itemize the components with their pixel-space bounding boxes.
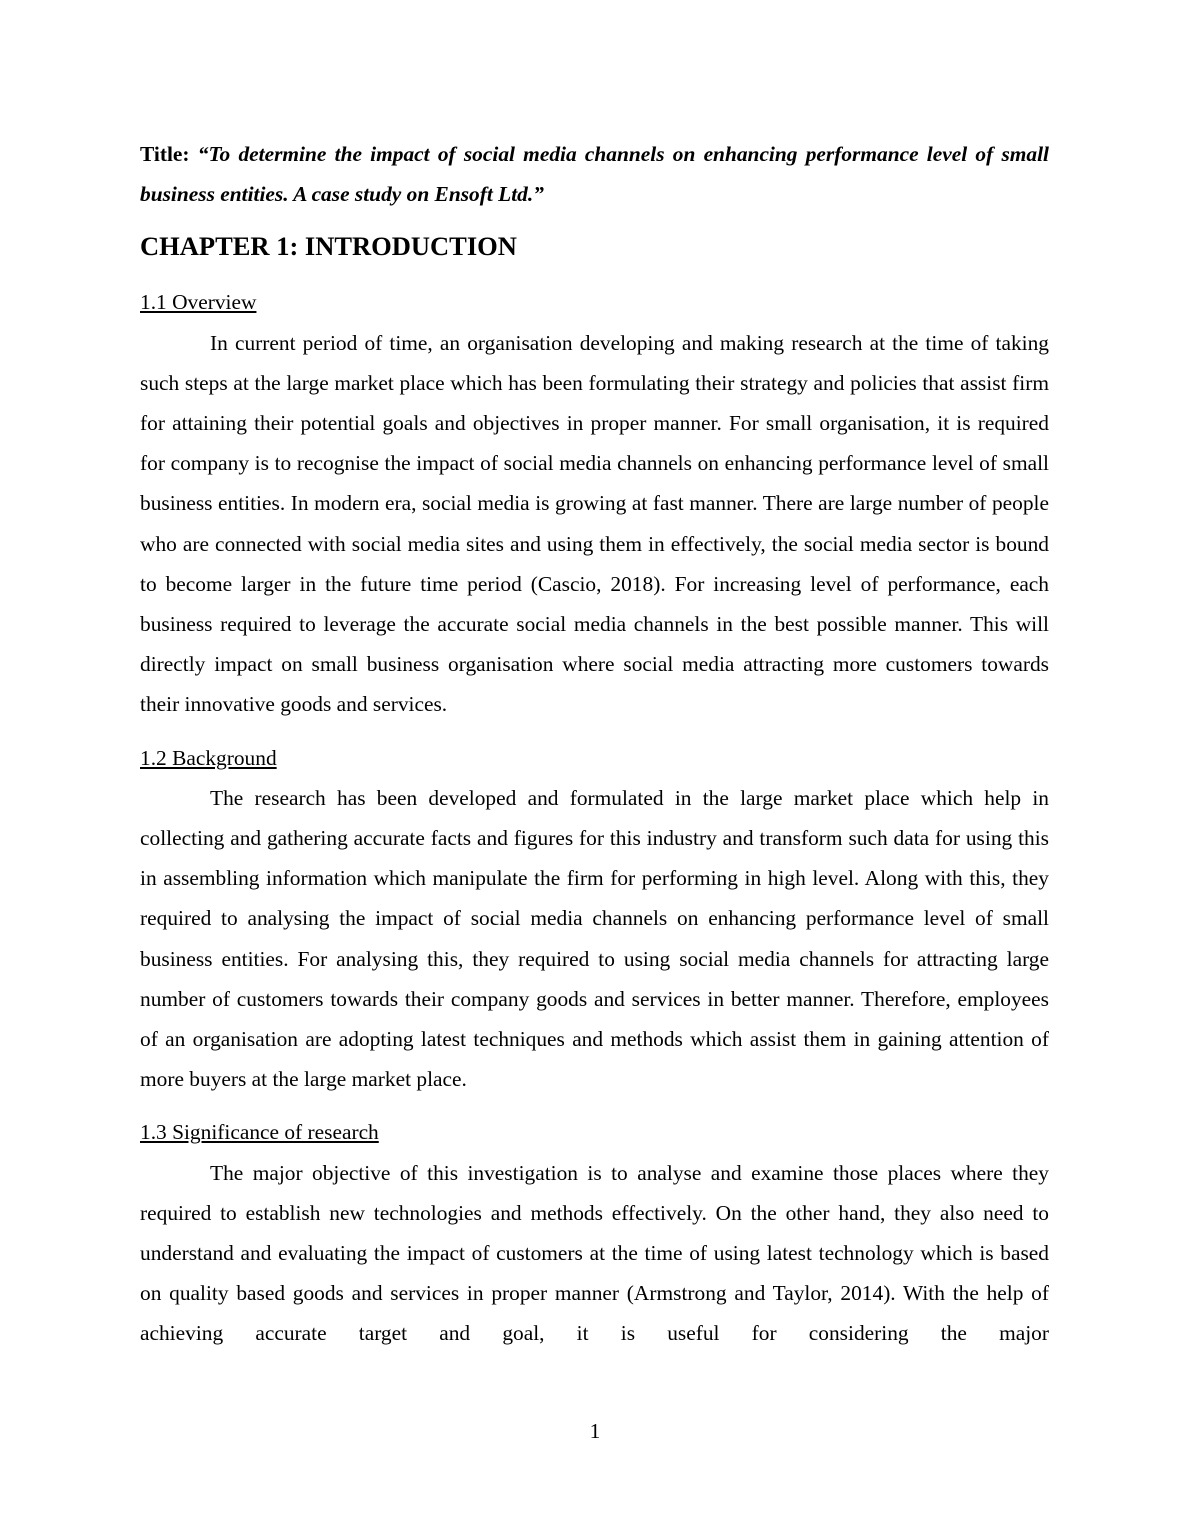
section-heading-overview: 1.1 Overview <box>140 290 257 315</box>
paragraph-overview: In current period of time, an organisation developing and making research at the time of taking such steps at the large market place which has been formulating their strategy and policies that assist firm for attaining their potential goals and objectives in proper manner. For small organisation, it is required for company is to recognise the impact of social media channels on enhancing performance level of small business entities. In modern era, social media is growing at fast manner. There are large number of people who are connected with social media sites and using them in effectively, the social media sector is bound to become larger in the future time period (Cascio, 2018). For increasing level of performance, each business required to leverage the accurate social media channels in the best possible manner. This will directly impact on small business organisation where social media attracting more customers towards their innovative goods and services. <box>140 330 1049 717</box>
paragraph-significance: The major objective of this investigation is to analyse and examine those places where they required to establish new technologies and methods effectively. On the other hand, they also need to understand and evaluating the impact of customers at the time of using latest technology which is based on quality based goods and services in proper manner (Armstrong and Taylor, 2014). With the help of achieving accurate target and goal, it is useful for considering the major <box>140 1160 1049 1346</box>
section-overview <box>140 282 1049 724</box>
page-content <box>140 134 1049 1354</box>
document-title <box>140 134 1049 214</box>
title-label: Title: <box>140 142 190 166</box>
section-background <box>140 738 1049 1100</box>
page-number: 1 <box>589 1419 601 1443</box>
section-heading-significance: 1.3 Significance of research <box>140 1120 379 1145</box>
chapter-heading: CHAPTER 1: INTRODUCTION <box>140 231 517 262</box>
paragraph-background: The research has been developed and formulated in the large market place which help in collecting and gathering accurate facts and figures for this industry and transform such data for using this in assembling information which manipulate the firm for performing in high level. Along with this, they required to analysing the impact of social media channels on enhancing performance level of small business entities. For analysing this, they required to using social media channels for attracting large number of customers towards their company goods and services in better manner. Therefore, employees of an organisation are adopting latest techniques and methods which assist them in gaining attention of more buyers at the large market place. <box>140 785 1049 1092</box>
section-heading-background: 1.2 Background <box>140 745 277 770</box>
section-significance <box>140 1112 1049 1353</box>
title-text: “To determine the impact of social media channels on enhancing performance level of small business entities. A case study on Ensoft Ltd.” <box>140 142 1049 207</box>
